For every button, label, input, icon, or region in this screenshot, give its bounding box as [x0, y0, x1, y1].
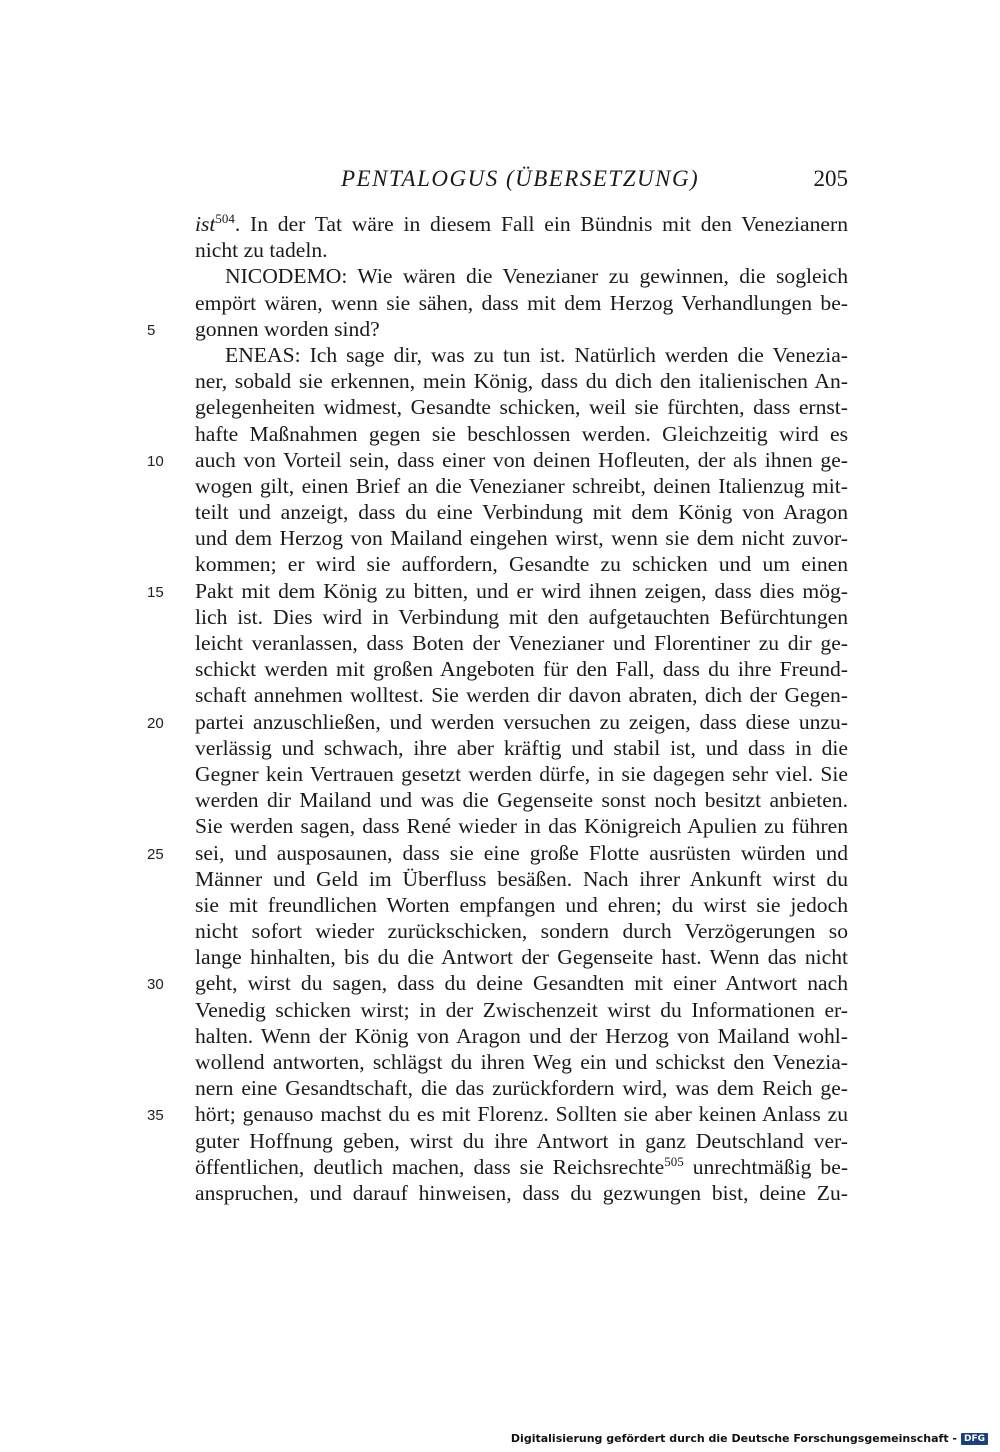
text-line — [195, 342, 848, 368]
text-segment: nicht zu tadeln. — [195, 238, 328, 263]
text-segment: nicht sofort wieder zurückschicken, sondern durch Verzögerungen so — [195, 919, 848, 944]
text-line — [195, 525, 848, 551]
line-text — [195, 1075, 848, 1101]
text-line — [147, 447, 848, 473]
line-text — [195, 1154, 848, 1180]
text-line — [195, 656, 848, 682]
line-text — [195, 473, 848, 499]
text-line — [195, 604, 848, 630]
text-line — [195, 1075, 848, 1101]
line-text — [225, 342, 848, 368]
text-segment: nern eine Gesandtschaft, die das zurückfordern wird, was dem Reich ge- — [195, 1076, 848, 1101]
line-text — [195, 656, 848, 682]
line-text — [195, 918, 848, 944]
line-text — [195, 735, 848, 761]
text-segment: werden dir Mailand und was die Gegenseite sonst noch besitzt anbieten. — [195, 788, 848, 813]
text-line — [195, 944, 848, 970]
text-segment: wollend antworten, schlägst du ihren Weg ein und schickst den Venezia- — [195, 1050, 848, 1074]
line-text — [195, 630, 848, 656]
text-segment: öffentlichen, deutlich machen, dass sie Reichsrechte — [195, 1154, 665, 1179]
text-segment: halten. Wenn der König von Aragon und der Herzog von Mailand wohl- — [195, 1023, 848, 1048]
text-line — [147, 840, 848, 866]
text-segment: sie mit freundlichen Worten empfangen und ehren; du wirst sie jedoch — [195, 892, 848, 917]
text-segment: verlässig und schwach, ihre aber kräftig und stabil ist, und dass in die — [195, 735, 848, 760]
line-text — [195, 944, 848, 970]
line-text — [195, 447, 848, 473]
text-line — [195, 290, 848, 316]
line-number: 20 — [147, 714, 164, 732]
line-text — [195, 1049, 848, 1075]
text-segment: wogen gilt, einen Brief an die Venezianer schreibt, deinen Italienzug mit- — [195, 473, 848, 498]
text-line — [195, 1180, 848, 1206]
text-line — [147, 1101, 848, 1127]
line-number: 35 — [147, 1107, 164, 1125]
line-number: 30 — [147, 976, 164, 994]
text-segment: unrechtmäßig be- — [683, 1154, 849, 1179]
text-line — [147, 316, 848, 342]
line-text — [195, 237, 848, 263]
line-text — [195, 368, 848, 394]
text-line — [195, 211, 848, 237]
line-number: 15 — [147, 583, 164, 601]
text-segment: empört wären, wenn sie sähen, dass mit dem Herzog Verhandlungen be- — [195, 290, 848, 315]
line-text — [195, 1180, 848, 1206]
text-segment: ENEAS: Ich sage dir, was zu tun ist. Natürlich werden die Venezia- — [225, 342, 848, 367]
line-text — [195, 394, 848, 420]
text-segment: gelegenheiten widmest, Gesandte schicken, weil sie fürchten, dass ernst- — [195, 395, 848, 420]
line-number: 25 — [147, 845, 164, 863]
text-line — [195, 735, 848, 761]
text-line — [195, 368, 848, 394]
text-segment: Männer und Geld im Überfluss besäßen. Nach ihrer Ankunft wirst du — [195, 866, 848, 891]
text-line — [195, 761, 848, 787]
text-line — [195, 787, 848, 813]
text-segment: Venedig schicken wirst; in der Zwischenzeit wirst du Informationen er- — [195, 997, 848, 1022]
text-segment: gonnen worden sind? — [195, 316, 380, 341]
line-text — [195, 787, 848, 813]
text-segment: hafte Maßnahmen gegen sie beschlossen werden. Gleichzeitig wird es — [195, 421, 848, 446]
text-line — [195, 263, 848, 289]
text-line — [195, 1128, 848, 1154]
text-segment: lich ist. Dies wird in Verbindung mit den aufgetauchten Befürchtungen — [195, 604, 848, 629]
text-segment: kommen; er wird sie auffordern, Gesandte zu schicken und um einen — [195, 552, 848, 577]
line-text — [195, 499, 848, 525]
text-segment: auch von Vorteil sein, dass einer von deinen Hofleuten, der als ihnen ge- — [195, 447, 848, 472]
text-segment: geht, wirst du sagen, dass du deine Gesandten mit einer Antwort nach — [195, 971, 848, 996]
text-line — [195, 1023, 848, 1049]
text-segment: und dem Herzog von Mailand eingehen wirst, wenn sie dem nicht zuvor- — [195, 526, 848, 551]
line-text — [195, 840, 848, 866]
line-text — [195, 813, 848, 839]
text-segment: leicht veranlassen, dass Boten der Venezianer und Florentiner zu dir ge- — [195, 631, 848, 655]
footer-credit: Digitalisierung gefördert durch die Deutsche Forschungsgemeinschaft - — [510, 1432, 957, 1445]
line-text — [195, 682, 848, 708]
text-segment: Gegner kein Vertrauen gesetzt werden dürfe, in sie dagegen sehr viel. Sie — [195, 761, 848, 786]
line-text — [195, 970, 848, 996]
dfg-logo-icon: DFG — [961, 1433, 988, 1445]
footnote-reference: 505 — [664, 1153, 684, 1169]
text-segment: lange hinhalten, bis du die Antwort der Gegenseite hast. Wenn das nicht — [195, 945, 848, 970]
line-text — [195, 551, 848, 577]
text-line — [195, 473, 848, 499]
line-text — [195, 421, 848, 447]
text-line — [195, 421, 848, 447]
line-text — [195, 866, 848, 892]
text-line — [195, 866, 848, 892]
text-line — [195, 997, 848, 1023]
text-segment: NICODEMO: Wie wären die Venezianer zu gewinnen, die sogleich — [225, 264, 848, 289]
running-head — [195, 162, 848, 196]
text-line — [195, 1154, 848, 1180]
text-segment: sei, und ausposaunen, dass sie eine große Flotte ausrüsten würden und — [195, 840, 848, 865]
line-text — [195, 1128, 848, 1154]
text-segment: ner, sobald sie erkennen, mein König, dass du dich den italienischen An- — [195, 369, 848, 394]
line-text — [225, 263, 848, 289]
italic-text: ist — [195, 212, 216, 236]
text-line — [195, 394, 848, 420]
text-line — [195, 499, 848, 525]
text-line — [195, 630, 848, 656]
line-number: 10 — [147, 452, 164, 470]
line-text — [195, 578, 848, 604]
page-number: 205 — [813, 166, 848, 191]
line-text — [195, 997, 848, 1023]
text-segment: . In der Tat wäre in diesem Fall ein Bündnis mit den Venezianern — [234, 212, 848, 236]
text-line — [195, 1049, 848, 1075]
text-segment: anspruchen, und darauf hinweisen, dass du gezwungen bist, deine Zu- — [195, 1180, 848, 1205]
text-line — [195, 813, 848, 839]
digitization-footer — [511, 1432, 988, 1445]
text-segment: Sie werden sagen, dass René wieder in das Königreich Apulien zu führen — [195, 814, 848, 839]
text-line — [195, 551, 848, 577]
text-line — [147, 970, 848, 996]
line-text — [195, 525, 848, 551]
line-text — [195, 761, 848, 787]
text-line — [195, 892, 848, 918]
text-line — [195, 682, 848, 708]
main-text — [147, 211, 849, 1206]
text-segment: hört; genauso machst du es mit Florenz. Sollten sie aber keinen Anlass zu — [195, 1102, 848, 1127]
line-text — [195, 604, 848, 630]
text-segment: teilt und anzeigt, dass du eine Verbindung mit dem König von Aragon — [195, 500, 848, 525]
footnote-reference: 504 — [215, 211, 235, 226]
running-title: PENTALOGUS (ÜBERSETZUNG) — [341, 166, 700, 191]
text-segment: schaft annehmen wolltest. Sie werden dir davon abraten, dich der Gegen- — [195, 683, 848, 708]
text-segment: schickt werden mit großen Angeboten für den Fall, dass du ihre Freund- — [195, 657, 848, 682]
line-text — [195, 1023, 848, 1049]
line-text — [195, 316, 848, 342]
line-text — [195, 211, 848, 237]
line-text — [195, 1101, 848, 1127]
text-segment: partei anzuschließen, und werden versuchen zu zeigen, dass diese unzu- — [195, 709, 848, 734]
line-number: 5 — [147, 321, 156, 339]
text-line — [147, 578, 848, 604]
line-text — [195, 290, 848, 316]
text-segment: Pakt mit dem König zu bitten, und er wird ihnen zeigen, dass dies mög- — [195, 578, 848, 603]
text-line — [195, 918, 848, 944]
text-line — [195, 237, 848, 263]
text-segment: guter Hoffnung geben, wirst du ihre Antwort in ganz Deutschland ver- — [195, 1128, 848, 1153]
line-text — [195, 892, 848, 918]
line-text — [195, 709, 848, 735]
text-line — [147, 709, 848, 735]
